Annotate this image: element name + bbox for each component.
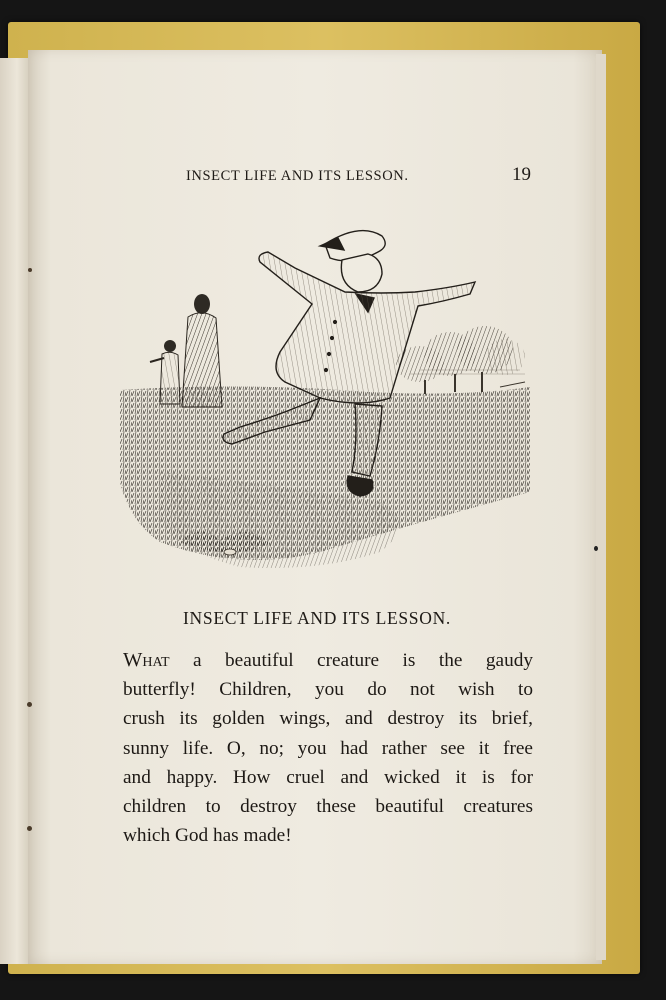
paragraph-line-text: a beautiful creature is the gaudy bbox=[169, 650, 533, 671]
paragraph-line: and happy. How cruel and wicked it is for bbox=[123, 766, 533, 788]
running-head bbox=[186, 164, 531, 186]
body-paragraph bbox=[123, 646, 533, 850]
mother-figure bbox=[182, 294, 222, 407]
engraving-illustration bbox=[120, 222, 530, 582]
paragraph-line bbox=[123, 646, 533, 675]
binding-hole bbox=[27, 702, 32, 707]
paragraph-line: children to destroy these beautiful creatures bbox=[123, 796, 533, 818]
ink-speck bbox=[594, 546, 598, 551]
binding-hole bbox=[28, 268, 32, 272]
running-title: INSECT LIFE AND ITS LESSON. bbox=[186, 168, 409, 184]
drop-word: What bbox=[123, 649, 170, 671]
paragraph-line: butterfly! Children, you do not wish to bbox=[123, 679, 533, 701]
binding-hole bbox=[27, 826, 32, 831]
chapter-title: INSECT LIFE AND ITS LESSON. bbox=[183, 608, 451, 628]
paragraph-line: crush its golden wings, and destroy its brief, bbox=[123, 708, 533, 730]
page-number: 19 bbox=[512, 164, 531, 185]
paragraph-line: which God has made! bbox=[123, 825, 292, 847]
paragraph-line: sunny life. O, no; you had rather see it free bbox=[123, 737, 533, 759]
left-page-edge bbox=[0, 58, 29, 964]
page-edge bbox=[596, 54, 606, 960]
distant-trees bbox=[396, 326, 525, 394]
